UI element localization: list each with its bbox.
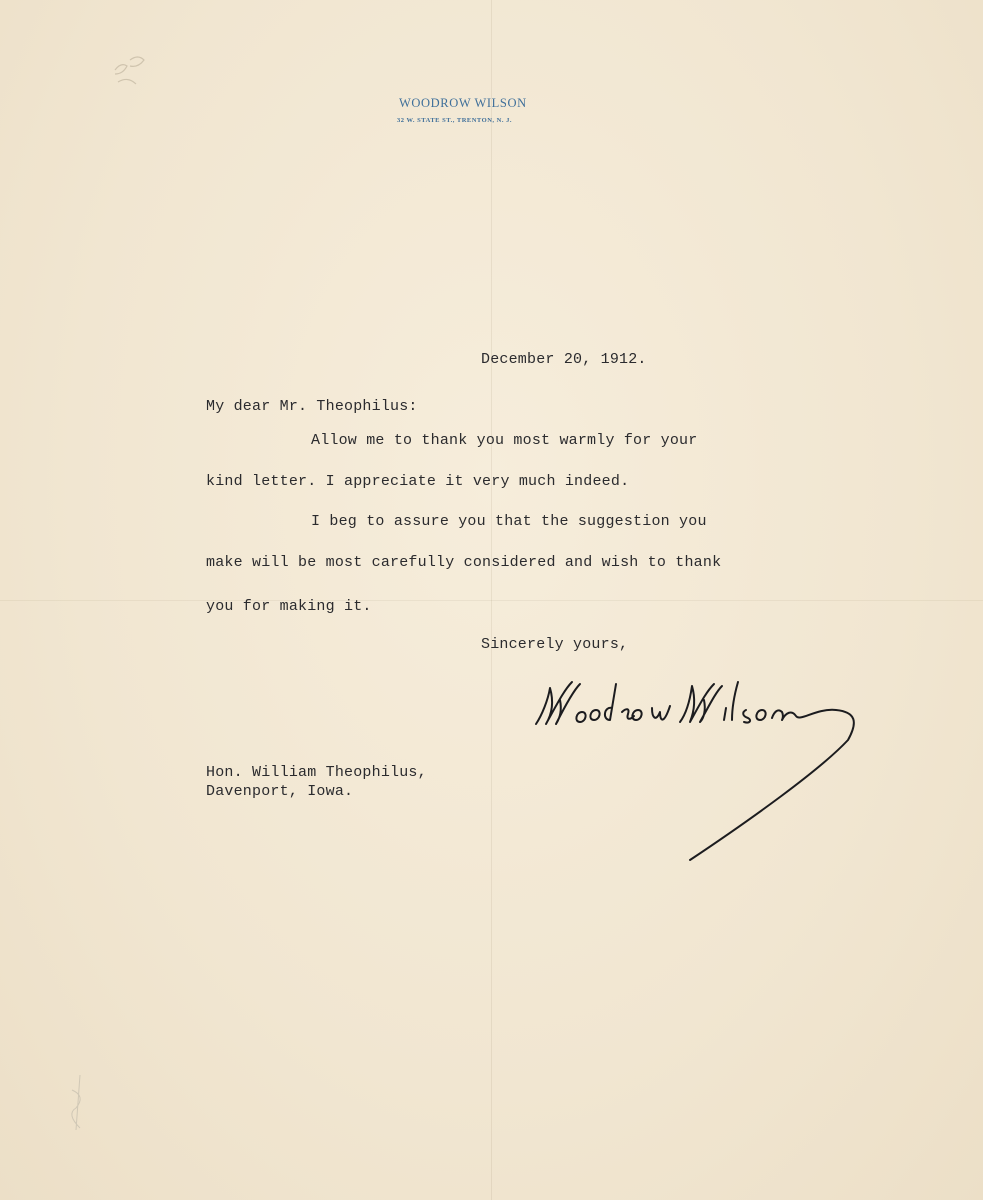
body-line: I beg to assure you that the suggestion you <box>311 513 707 530</box>
recipient-line: Hon. William Theophilus, <box>206 764 427 781</box>
pencil-annotation-icon <box>20 40 150 100</box>
body-line: you for making it. <box>206 598 372 615</box>
letterhead-name: WOODROW WILSON <box>399 96 527 110</box>
body-line: make will be most carefully considered and wish to thank <box>206 554 722 571</box>
letter-closing: Sincerely yours, <box>481 636 629 653</box>
letter-date: December 20, 1912. <box>481 351 647 368</box>
body-line: Allow me to thank you most warmly for your <box>311 432 698 449</box>
pencil-corner-mark-icon <box>60 1070 100 1140</box>
body-line: kind letter. I appreciate it very much indeed. <box>206 473 630 490</box>
woodrow-wilson-signature <box>520 660 880 870</box>
letterhead-address: 32 W. STATE ST., TRENTON, N. J. <box>397 117 512 124</box>
fold-line-horizontal <box>0 600 983 601</box>
recipient-line: Davenport, Iowa. <box>206 783 354 800</box>
letter-salutation: My dear Mr. Theophilus: <box>206 398 418 415</box>
